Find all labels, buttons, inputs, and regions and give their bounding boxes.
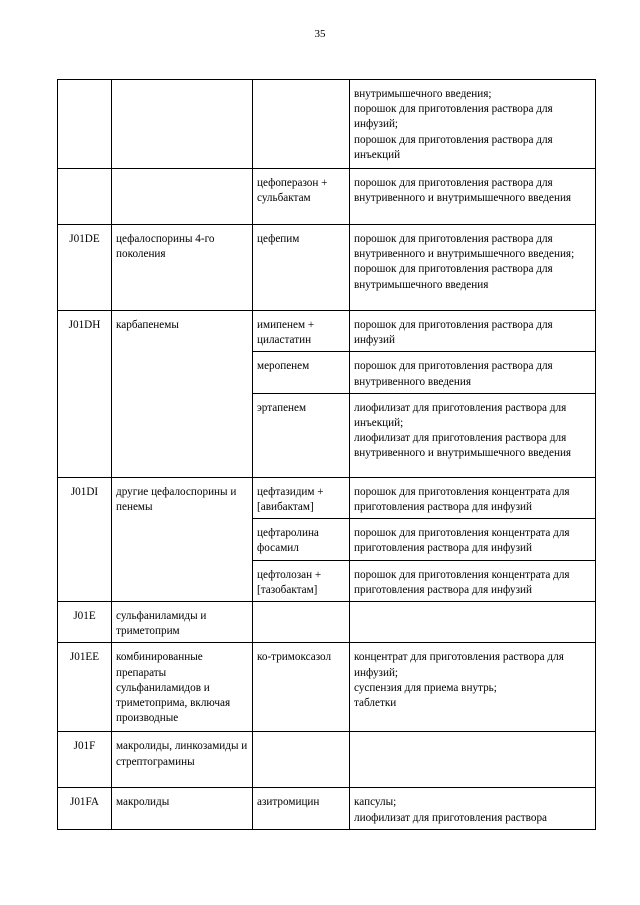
dosage-form-item: внутримышечного введения; bbox=[354, 88, 492, 100]
substance-cell bbox=[253, 602, 350, 643]
dosage-form-item: порошок для приготовления концентрата для приготовления раствора для инфузий bbox=[354, 485, 570, 514]
atc-code-cell: J01DE bbox=[58, 225, 112, 311]
dosage-forms-cell bbox=[350, 225, 596, 311]
drug-table bbox=[57, 79, 596, 830]
table-row bbox=[58, 788, 596, 829]
dosage-forms-cell bbox=[350, 393, 596, 477]
dosage-form-item: порошок для приготовления раствора для внутривенного введения bbox=[354, 360, 553, 388]
table-row bbox=[58, 643, 596, 732]
table-row bbox=[58, 602, 596, 643]
group-cell: макролиды bbox=[112, 788, 253, 829]
dosage-form-item: лиофилизат для приготовления раствора для инъекций; bbox=[354, 401, 567, 430]
dosage-forms-cell bbox=[350, 732, 596, 788]
dosage-form-item: концентрат для приготовления раствора для инфузий; bbox=[354, 651, 564, 679]
table-row bbox=[58, 80, 596, 169]
atc-code-cell bbox=[58, 80, 112, 169]
dosage-forms-cell bbox=[350, 477, 596, 518]
substance-cell: ко-тримоксазол bbox=[253, 643, 350, 732]
dosage-form-item: порошок для приготовления раствора для инъекций bbox=[354, 133, 553, 161]
dosage-form-item: порошок для приготовления раствора для внутримышечного введения bbox=[354, 263, 553, 291]
dosage-form-item: капсулы; bbox=[354, 796, 397, 809]
group-cell bbox=[112, 169, 253, 225]
table-row bbox=[58, 311, 596, 352]
atc-code-cell: J01FA bbox=[58, 788, 112, 829]
table-row bbox=[58, 732, 596, 788]
atc-code-cell: J01E bbox=[58, 602, 112, 643]
dosage-form-item: лиофилизат для приготовления раствора для внутривенного и внутримышечного введения bbox=[354, 432, 572, 460]
group-cell: цефалоспорины 4-го поколения bbox=[112, 225, 253, 311]
dosage-forms-cell bbox=[350, 519, 596, 560]
dosage-form-item: порошок для приготовления раствора для внутривенного и внутримышечного введения bbox=[354, 177, 572, 205]
dosage-form-item: порошок для приготовления концентрата для приготовления раствора для инфузий bbox=[354, 568, 570, 596]
substance-cell bbox=[253, 80, 350, 169]
dosage-form-item: таблетки bbox=[354, 697, 397, 710]
dosage-form-item: порошок для приготовления раствора для инфузий; bbox=[354, 103, 553, 131]
substance-cell: цефтазидим + [авибактам] bbox=[253, 477, 350, 518]
group-cell: сульфаниламиды и триметоприм bbox=[112, 602, 253, 643]
dosage-form-item: лиофилизат для приготовления раствора bbox=[354, 811, 547, 824]
group-cell: другие цефалоспорины и пенемы bbox=[112, 477, 253, 601]
dosage-form-item: порошок для приготовления раствора для внутривенного и внутримышечного введения; bbox=[354, 233, 575, 261]
table-row bbox=[58, 477, 596, 518]
table-row bbox=[58, 225, 596, 311]
group-cell: макролиды, линкозамиды и стрептограмины bbox=[112, 732, 253, 788]
group-cell: комбинированные препараты сульфаниламидов и триметоприма, включая производные bbox=[112, 643, 253, 732]
dosage-forms-cell bbox=[350, 311, 596, 352]
substance-cell: эртапенем bbox=[253, 393, 350, 477]
substance-cell: азитромицин bbox=[253, 788, 350, 829]
substance-cell: меропенем bbox=[253, 352, 350, 393]
substance-cell: цефтолозан + [тазобактам] bbox=[253, 560, 350, 601]
dosage-forms-cell bbox=[350, 602, 596, 643]
table-row bbox=[58, 169, 596, 225]
substance-cell bbox=[253, 732, 350, 788]
dosage-forms-cell bbox=[350, 643, 596, 732]
substance-cell: цефтаролина фосамил bbox=[253, 519, 350, 560]
atc-code-cell bbox=[58, 169, 112, 225]
substance-cell: имипенем + циластатин bbox=[253, 311, 350, 352]
atc-code-cell: J01DI bbox=[58, 477, 112, 601]
dosage-forms-cell bbox=[350, 352, 596, 393]
dosage-form-item: порошок для приготовления раствора для инфузий bbox=[354, 319, 553, 347]
page-number: 35 bbox=[314, 28, 326, 40]
group-cell: карбапенемы bbox=[112, 311, 253, 478]
atc-code-cell: J01EE bbox=[58, 643, 112, 732]
group-cell bbox=[112, 80, 253, 169]
substance-cell: цефоперазон + сульбактам bbox=[253, 169, 350, 225]
substance-cell: цефепим bbox=[253, 225, 350, 311]
dosage-form-item: суспензия для приема внутрь; bbox=[354, 681, 497, 694]
atc-code-cell: J01F bbox=[58, 732, 112, 788]
dosage-forms-cell bbox=[350, 788, 596, 829]
dosage-forms-cell bbox=[350, 169, 596, 225]
atc-code-cell: J01DH bbox=[58, 311, 112, 478]
dosage-forms-cell bbox=[350, 560, 596, 601]
dosage-form-item: порошок для приготовления концентрата для приготовления раствора для инфузий bbox=[354, 527, 570, 555]
dosage-forms-cell bbox=[350, 80, 596, 169]
